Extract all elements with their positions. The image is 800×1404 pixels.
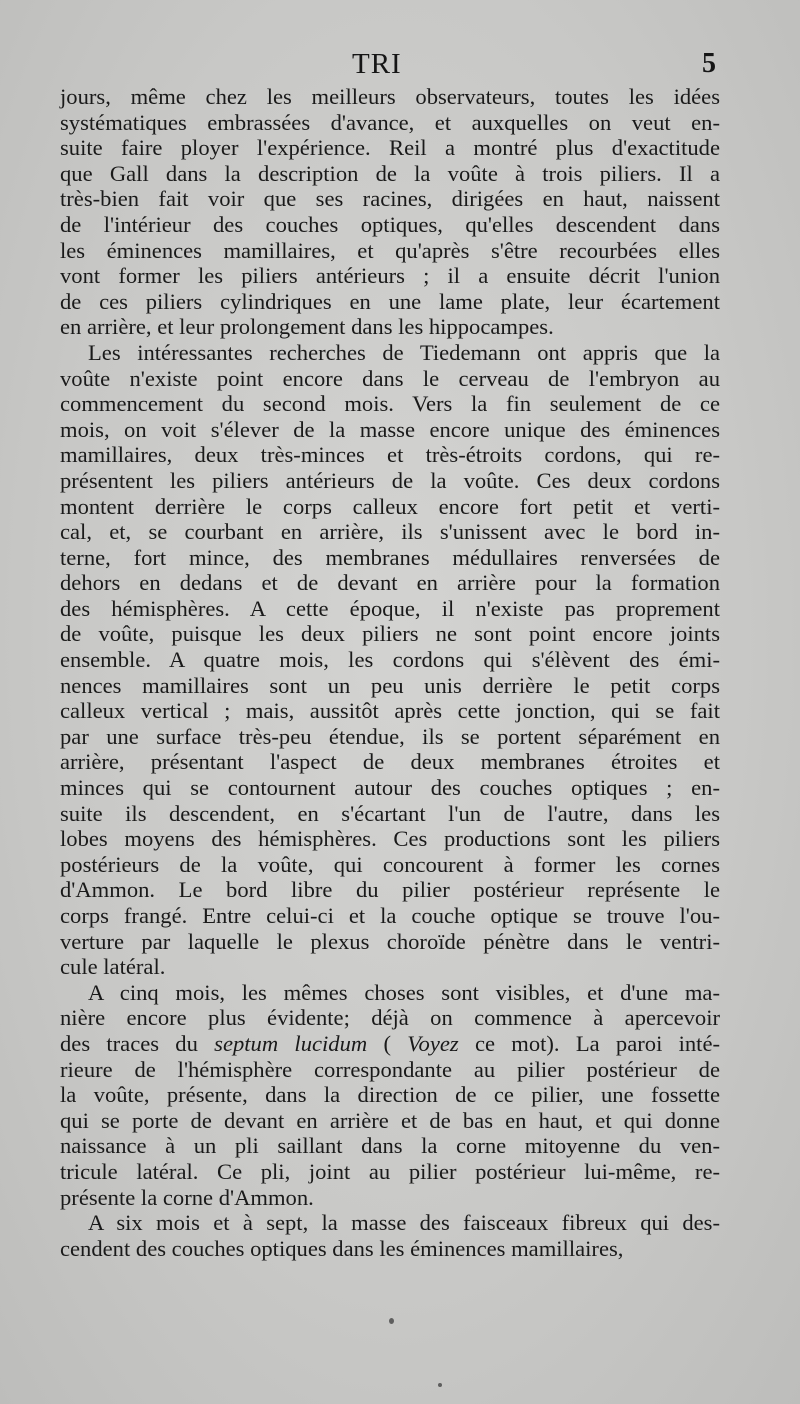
text-line: qui se porte de devant en arrière et de bas en haut, et qui donne bbox=[60, 1107, 720, 1133]
text-line: naissance à un pli saillant dans la corne mitoyenne du ven- bbox=[60, 1133, 720, 1159]
text-line: par une surface très-peu étendue, ils se portent séparément en bbox=[60, 723, 720, 749]
text-line: suite ils descendent, en s'écartant l'un de l'autre, dans les bbox=[60, 800, 720, 826]
text-line: en arrière, et leur prolongement dans les hippocampes. bbox=[60, 314, 554, 340]
text-line: nière encore plus évidente; déjà on commence à apercevoir bbox=[60, 1005, 720, 1031]
text-line: rieure de l'hémisphère correspondante au pilier postérieur de bbox=[60, 1056, 720, 1082]
text-line: commencement du second mois. Vers la fin seulement de ce bbox=[60, 391, 720, 417]
paragraph bbox=[60, 980, 720, 1210]
text-line: jours, même chez les meilleurs observateurs, toutes les idées bbox=[60, 84, 720, 109]
text-line: voûte n'existe point encore dans le cerveau de l'embryon au bbox=[60, 365, 720, 391]
page-number: 5 bbox=[702, 48, 716, 79]
text-line: cal, et, se courbant en arrière, ils s'unissent avec le bord in- bbox=[60, 519, 720, 545]
text-line: arrière, présentant l'aspect de deux membranes étroites et bbox=[60, 749, 720, 775]
text-line: présente la corne d'Ammon. bbox=[60, 1184, 314, 1210]
text-line: dehors en dedans et de devant en arrière pour la formation bbox=[60, 570, 720, 596]
text-line: la voûte, présente, dans la direction de ce pilier, une fossette bbox=[60, 1082, 720, 1108]
text-line: A six mois et à sept, la masse des faisceaux fibreux qui des- bbox=[88, 1210, 720, 1236]
body-text bbox=[60, 84, 720, 1261]
text-line: ensemble. A quatre mois, les cordons qui s'élèvent des émi- bbox=[60, 647, 720, 673]
paragraph bbox=[60, 1210, 720, 1261]
text-line: nences mamillaires sont un peu unis derrière le petit corps bbox=[60, 672, 720, 698]
running-head bbox=[0, 48, 800, 84]
paragraph bbox=[60, 340, 720, 980]
text-line: postérieurs de la voûte, qui concourent à former les cornes bbox=[60, 851, 720, 877]
text-line: mamillaires, deux très-minces et très-étroits cordons, qui re- bbox=[60, 442, 720, 468]
text-line: vont former les piliers antérieurs ; il a ensuite décrit l'union bbox=[60, 263, 720, 289]
running-head-title: TRI bbox=[352, 48, 402, 80]
text-line: des traces du septum lucidum ( Voyez ce mot). La paroi inté- bbox=[60, 1030, 720, 1056]
text-line: montent derrière le corps calleux encore fort petit et verti- bbox=[60, 493, 720, 519]
text-line: suite faire ployer l'expérience. Reil a montré plus d'exactitude bbox=[60, 135, 720, 161]
text-line: de voûte, puisque les deux piliers ne sont point encore joints bbox=[60, 621, 720, 647]
text-line: cendent des couches optiques dans les éminences mamillaires, bbox=[60, 1235, 624, 1261]
text-line: corps frangé. Entre celui-ci et la couche optique se trouve l'ou- bbox=[60, 903, 720, 928]
ink-speck bbox=[438, 1383, 442, 1387]
text-line: A cinq mois, les mêmes choses sont visibles, et d'une ma- bbox=[88, 979, 720, 1005]
text-line: présentent les piliers antérieurs de la voûte. Ces deux cordons bbox=[60, 467, 720, 493]
paragraph bbox=[60, 84, 720, 340]
text-line: les éminences mamillaires, et qu'après s'être recourbées elles bbox=[60, 237, 720, 263]
text-line: Les intéressantes recherches de Tiedemann ont appris que la bbox=[88, 339, 720, 365]
text-line: de l'intérieur des couches optiques, qu'elles descendent dans bbox=[60, 211, 720, 237]
text-line: mois, on voit s'élever de la masse encore unique des éminences bbox=[60, 416, 720, 442]
text-line: tricule latéral. Ce pli, joint au pilier postérieur lui-même, re- bbox=[60, 1158, 720, 1184]
text-line: lobes moyens des hémisphères. Ces productions sont les piliers bbox=[60, 826, 720, 852]
text-line: cule latéral. bbox=[60, 954, 166, 980]
text-line: que Gall dans la description de la voûte à trois piliers. Il a bbox=[60, 160, 720, 186]
text-line: systématiques embrassées d'avance, et auxquelles on veut en- bbox=[60, 109, 720, 135]
text-line: d'Ammon. Le bord libre du pilier postérieur représente le bbox=[60, 877, 720, 903]
ink-speck bbox=[389, 1318, 394, 1324]
text-line: verture par laquelle le plexus choroïde pénètre dans le ventri- bbox=[60, 928, 720, 954]
text-line: des hémisphères. A cette époque, il n'existe pas proprement bbox=[60, 595, 720, 621]
text-line: minces qui se contournent autour des couches optiques ; en- bbox=[60, 775, 720, 801]
text-line: terne, fort mince, des membranes médullaires renversées de bbox=[60, 544, 720, 570]
text-line: calleux vertical ; mais, aussitôt après cette jonction, qui se fait bbox=[60, 698, 720, 724]
text-line: très-bien fait voir que ses racines, dirigées en haut, naissent bbox=[60, 186, 720, 212]
text-line: de ces piliers cylindriques en une lame plate, leur écartement bbox=[60, 288, 720, 314]
